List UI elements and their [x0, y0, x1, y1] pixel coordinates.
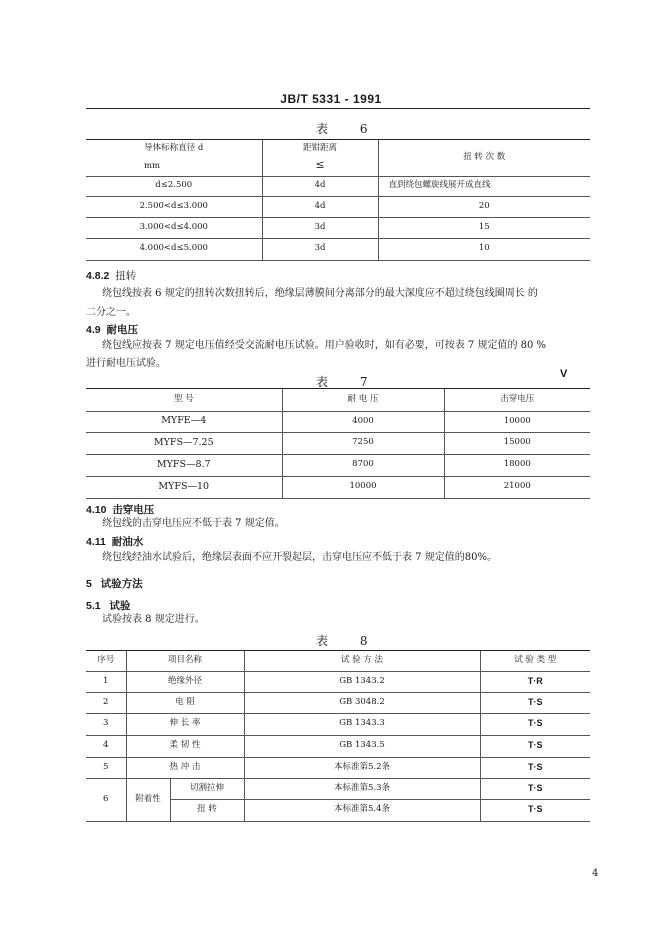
- sec-4-9-line2: 进行耐电压试验。: [86, 358, 166, 369]
- table7-cell-model: MYFS—10: [86, 476, 282, 498]
- table6-header-clamp-label: 距钳距离: [302, 143, 337, 154]
- sec-4-9-heading: [86, 322, 138, 337]
- table7-cell-withstand: 8700: [282, 454, 444, 476]
- sec-4-8-2-line2: 二分之一。: [86, 307, 136, 318]
- table6-cell-twists: 直到绕包螺旋线展开成直线: [378, 176, 590, 196]
- table8-cell-type: T·S: [480, 799, 590, 821]
- sec-5-1-text: 试验按表 8 规定进行。: [102, 614, 205, 625]
- table7-header-withstand: 耐 电 压: [282, 389, 444, 411]
- page-number: 4: [592, 868, 599, 879]
- table6-header-row: [86, 140, 590, 176]
- table7: [86, 389, 590, 499]
- table8-cell-subitem: 切割拉伸: [170, 778, 244, 799]
- table6-header-clamp-sym: ≤: [315, 158, 325, 172]
- table7-header-breakdown: 击穿电压: [444, 389, 590, 411]
- table7-cell-withstand: 10000: [282, 476, 444, 498]
- table8-cell-method: 本标准第5.3条: [244, 778, 480, 799]
- table8-header-row: [86, 651, 590, 671]
- table7-cell-breakdown: 18000: [444, 454, 590, 476]
- table8-header-item: 项目名称: [126, 651, 244, 671]
- table6-header-clamp: [262, 140, 378, 176]
- table7-cell-withstand: 4000: [282, 411, 444, 432]
- table8-cell-item: 绝缘外径: [126, 671, 244, 692]
- table-row: [86, 778, 590, 799]
- table-row: [86, 432, 590, 454]
- sec-5-number: 5: [86, 578, 92, 590]
- sec-4-9-line1: 绕包线应按表 7 规定电压值经受交流耐电压试验。用户验收时，如有必要，可按表 7 规定值的 80 %: [102, 340, 547, 351]
- table8-cell-method: GB 1343.3: [244, 713, 480, 735]
- table8-cell-method: GB 1343.2: [244, 671, 480, 692]
- table6-cell-clamp: 3d: [262, 217, 378, 238]
- table8-header-type: 试 验 类 型: [480, 651, 590, 671]
- table8-header-method: 试 验 方 法: [244, 651, 480, 671]
- table8-cell-item: 热 冲 击: [126, 757, 244, 778]
- table6-cell-range: 3.000<d≤4.000: [86, 217, 262, 238]
- sec-4-10-number: 4.10: [86, 504, 107, 516]
- table-row: [86, 217, 590, 238]
- table8-cell-type: T·S: [480, 735, 590, 757]
- table-row: [86, 671, 590, 692]
- standard-number: JB/T 5331 - 1991: [280, 92, 382, 106]
- table7-cell-model: MYFS—8.7: [86, 454, 282, 476]
- sec-4-8-2-heading: [86, 268, 136, 283]
- table-row: [86, 454, 590, 476]
- table8-cell-method: 本标准第5.2条: [244, 757, 480, 778]
- table8-cell-method: 本标准第5.4条: [244, 799, 480, 821]
- sec-4-11-heading: [86, 534, 143, 549]
- table7-cell-breakdown: 10000: [444, 411, 590, 432]
- table8-cell-no: 6: [86, 778, 126, 821]
- table7-header-row: [86, 389, 590, 411]
- sec-5-heading: [86, 576, 143, 591]
- table6-header-twist: 扭 转 次 数: [378, 140, 590, 176]
- sec-4-10-title: 击穿电压: [112, 504, 155, 516]
- table7-cell-model: MYFE—4: [86, 411, 282, 432]
- table8-cell-group: 附着性: [126, 778, 170, 821]
- table-row: [86, 176, 590, 196]
- sec-4-8-2-line1: 绕包线按表 6 规定的扭转次数扭转后，绝缘层薄膜间分离部分的最大深度应不超过绕包线圈周长 的: [102, 288, 538, 299]
- table7-cell-breakdown: 21000: [444, 476, 590, 498]
- sec-4-11-number: 4.11: [86, 536, 106, 548]
- table6-cell-clamp: 3d: [262, 238, 378, 260]
- table-row: [86, 196, 590, 217]
- table7-caption: 表 7: [316, 375, 382, 389]
- table8-caption: 表 8: [316, 634, 382, 648]
- header-rule: [86, 108, 590, 109]
- sec-4-9-number: 4.9: [86, 324, 101, 336]
- table7-cell-breakdown: 15000: [444, 432, 590, 454]
- table6: [86, 140, 590, 261]
- table6-cell-twists: 10: [378, 238, 590, 260]
- sec-4-11-text: 绕包线经油水试验后，绝缘层表面不应开裂起层，击穿电压应不低于表 7 规定值的80%。: [102, 552, 497, 563]
- table8: [86, 651, 590, 822]
- table6-cell-range: d≤2.500: [86, 176, 262, 196]
- table8-cell-item: 电 阻: [126, 692, 244, 713]
- sec-5-title: 试验方法: [100, 578, 143, 590]
- sec-5-1-number: 5.1: [86, 600, 101, 612]
- sec-4-11-title: 耐油水: [111, 536, 144, 548]
- table8-cell-type: T·S: [480, 692, 590, 713]
- table8-cell-item: 柔 韧 性: [126, 735, 244, 757]
- table8-cell-item: 伸 长 率: [126, 713, 244, 735]
- table6-caption: 表 6: [316, 122, 382, 136]
- sec-4-8-2-title: 扭转: [115, 270, 137, 282]
- sec-4-8-2-number: 4.8.2: [86, 270, 110, 282]
- table6-cell-twists: 20: [378, 196, 590, 217]
- table8-cell-type: T·R: [480, 671, 590, 692]
- table8-cell-no: 3: [86, 713, 126, 735]
- table6-header-diameter-label: 导体标称直径 d: [144, 143, 204, 154]
- table-row: [86, 238, 590, 260]
- sec-5-1-title: 试验: [109, 600, 131, 612]
- table7-header-model: 型 号: [86, 389, 282, 411]
- table8-cell-no: 2: [86, 692, 126, 713]
- table-row: [86, 713, 590, 735]
- table8-cell-no: 1: [86, 671, 126, 692]
- table7-cell-model: MYFS—7.25: [86, 432, 282, 454]
- table6-cell-twists: 15: [378, 217, 590, 238]
- sec-4-10-text: 绕包线的击穿电压应不低于表 7 规定值。: [102, 518, 285, 529]
- table6-cell-range: 4.000<d≤5.000: [86, 238, 262, 260]
- table-row: [86, 476, 590, 498]
- table-row: [86, 735, 590, 757]
- table6-cell-clamp: 4d: [262, 176, 378, 196]
- table-row: [86, 692, 590, 713]
- table-row: [86, 757, 590, 778]
- table6-header-diameter: [86, 140, 262, 176]
- table8-cell-no: 4: [86, 735, 126, 757]
- table7-unit: V: [560, 368, 568, 380]
- table-row: [86, 411, 590, 432]
- table8-cell-no: 5: [86, 757, 126, 778]
- table6-cell-range: 2.500<d≤3.000: [86, 196, 262, 217]
- table8-cell-subitem: 扭 转: [170, 799, 244, 821]
- table6-header-unit: mm: [144, 160, 161, 171]
- table8-cell-method: GB 3048.2: [244, 692, 480, 713]
- table7-cell-withstand: 7250: [282, 432, 444, 454]
- table8-cell-type: T·S: [480, 713, 590, 735]
- table8-cell-type: T·S: [480, 778, 590, 799]
- table6-cell-clamp: 4d: [262, 196, 378, 217]
- table8-header-no: 序号: [86, 651, 126, 671]
- sec-4-9-title: 耐电压: [106, 324, 138, 336]
- table8-cell-method: GB 1343.5: [244, 735, 480, 757]
- table8-cell-type: T·S: [480, 757, 590, 778]
